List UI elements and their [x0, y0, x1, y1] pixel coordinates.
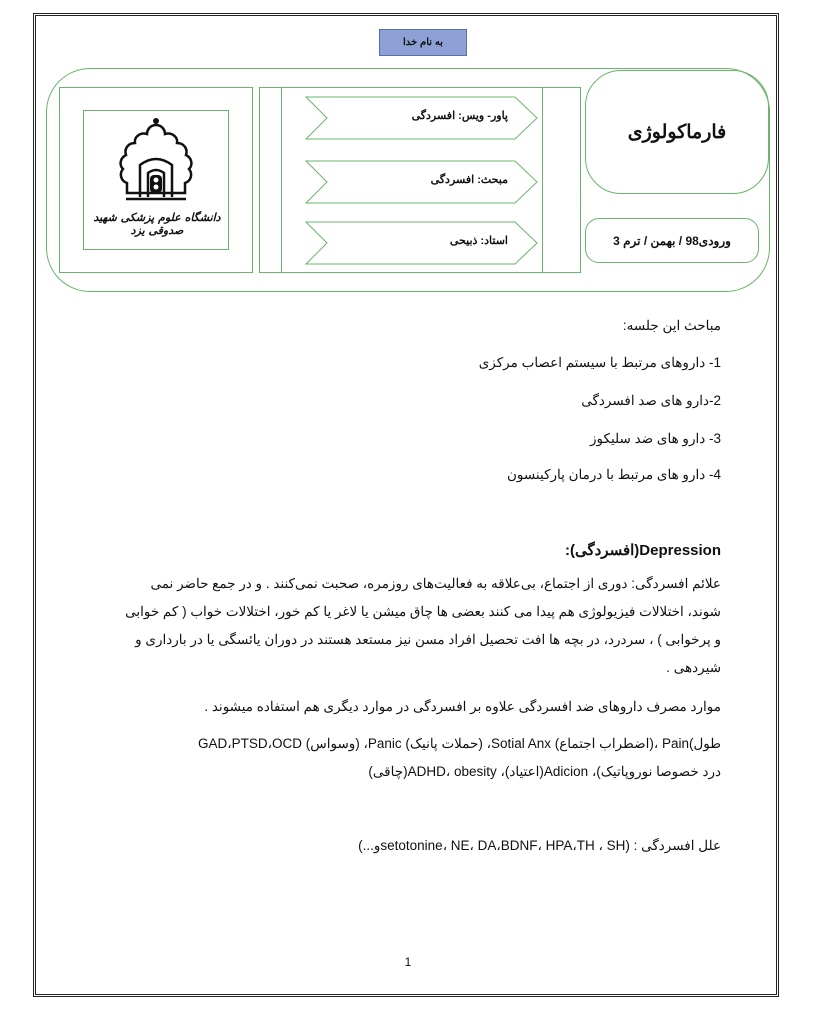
symptoms-line: شیردهی . — [666, 660, 721, 675]
symptoms-line: و پرخوابی ) ، سردرد، در بچه ها افت تحصیل افراد مسن نیز مستعد هستند در دوران یائسگی یا در بارداری و — [135, 632, 721, 647]
logo-caption: دانشگاه علوم پزشکی شهید صدوقی یزد — [93, 211, 221, 237]
entry-term-box — [585, 218, 759, 263]
voice-info-text: پاور- ویس: افسردگی — [411, 110, 508, 122]
voice-info-arrow — [305, 96, 538, 140]
panel-divider — [281, 87, 282, 273]
uses-line: GAD،PTSD،OCD (وسواس) ،Panic (حملات پانیک) ،Sotial Anx (اضطراب اجتماع)، Pain(طول — [198, 736, 721, 751]
symptoms-line: شوند، اختلالات فیزیولوژی هم پیدا می کنند بعضی ها چاق میشن یا لاغر یا کم خور، اختلالات خواب ( کم خوابی — [125, 604, 721, 619]
university-logo — [83, 110, 229, 250]
topic-info-arrow — [305, 160, 538, 204]
course-title-box — [585, 70, 769, 194]
symptoms-line: علائم افسردگی: دوری از اجتماع، بی‌علاقه به فعالیت‌های روزمره، صحبت نمی‌کنند . و در جمع حاضر نمی — [150, 576, 721, 591]
depression-heading: Depression(افسردگی): — [564, 542, 721, 559]
usage-paragraph: موارد مصرف داروهای ضد افسردگی علاوه بر افسردگی در موارد دیگری هم استفاده میشوند . — [204, 699, 721, 714]
topic-item: 3- دارو های ضد سلیکوز — [590, 431, 721, 446]
teacher-info-text: استاد: ذبیحی — [449, 235, 508, 247]
uses-line: درد خصوصا نوروپاتیک)، Adicion(اعتیاد)، ADHD، obesity(چاقی) — [368, 764, 721, 779]
causes-line: علل افسردگی : (setotonine، NE، DA،BDNF، HPA،TH ، SHو...) — [358, 838, 721, 853]
panel-divider — [542, 87, 543, 273]
topic-item: 4- دارو های مرتبط با درمان پارکینسون — [507, 467, 721, 482]
entry-term: ورودی98 / بهمن / ترم 3 — [613, 233, 731, 248]
teacher-info-arrow — [305, 221, 538, 265]
topic-info-text: مبحث: افسردگی — [430, 174, 508, 186]
topic-item: 1- داروهای مرتبط با سیستم اعصاب مرکزی — [478, 355, 721, 370]
session-intro: مباحث این جلسه: — [622, 318, 721, 333]
topic-item: 2-دارو های صد افسردگی — [581, 393, 721, 408]
page-number: 1 — [404, 955, 412, 969]
course-title: فارماکولوژی — [627, 121, 727, 143]
bismillah-banner: به نام خدا — [379, 29, 467, 56]
